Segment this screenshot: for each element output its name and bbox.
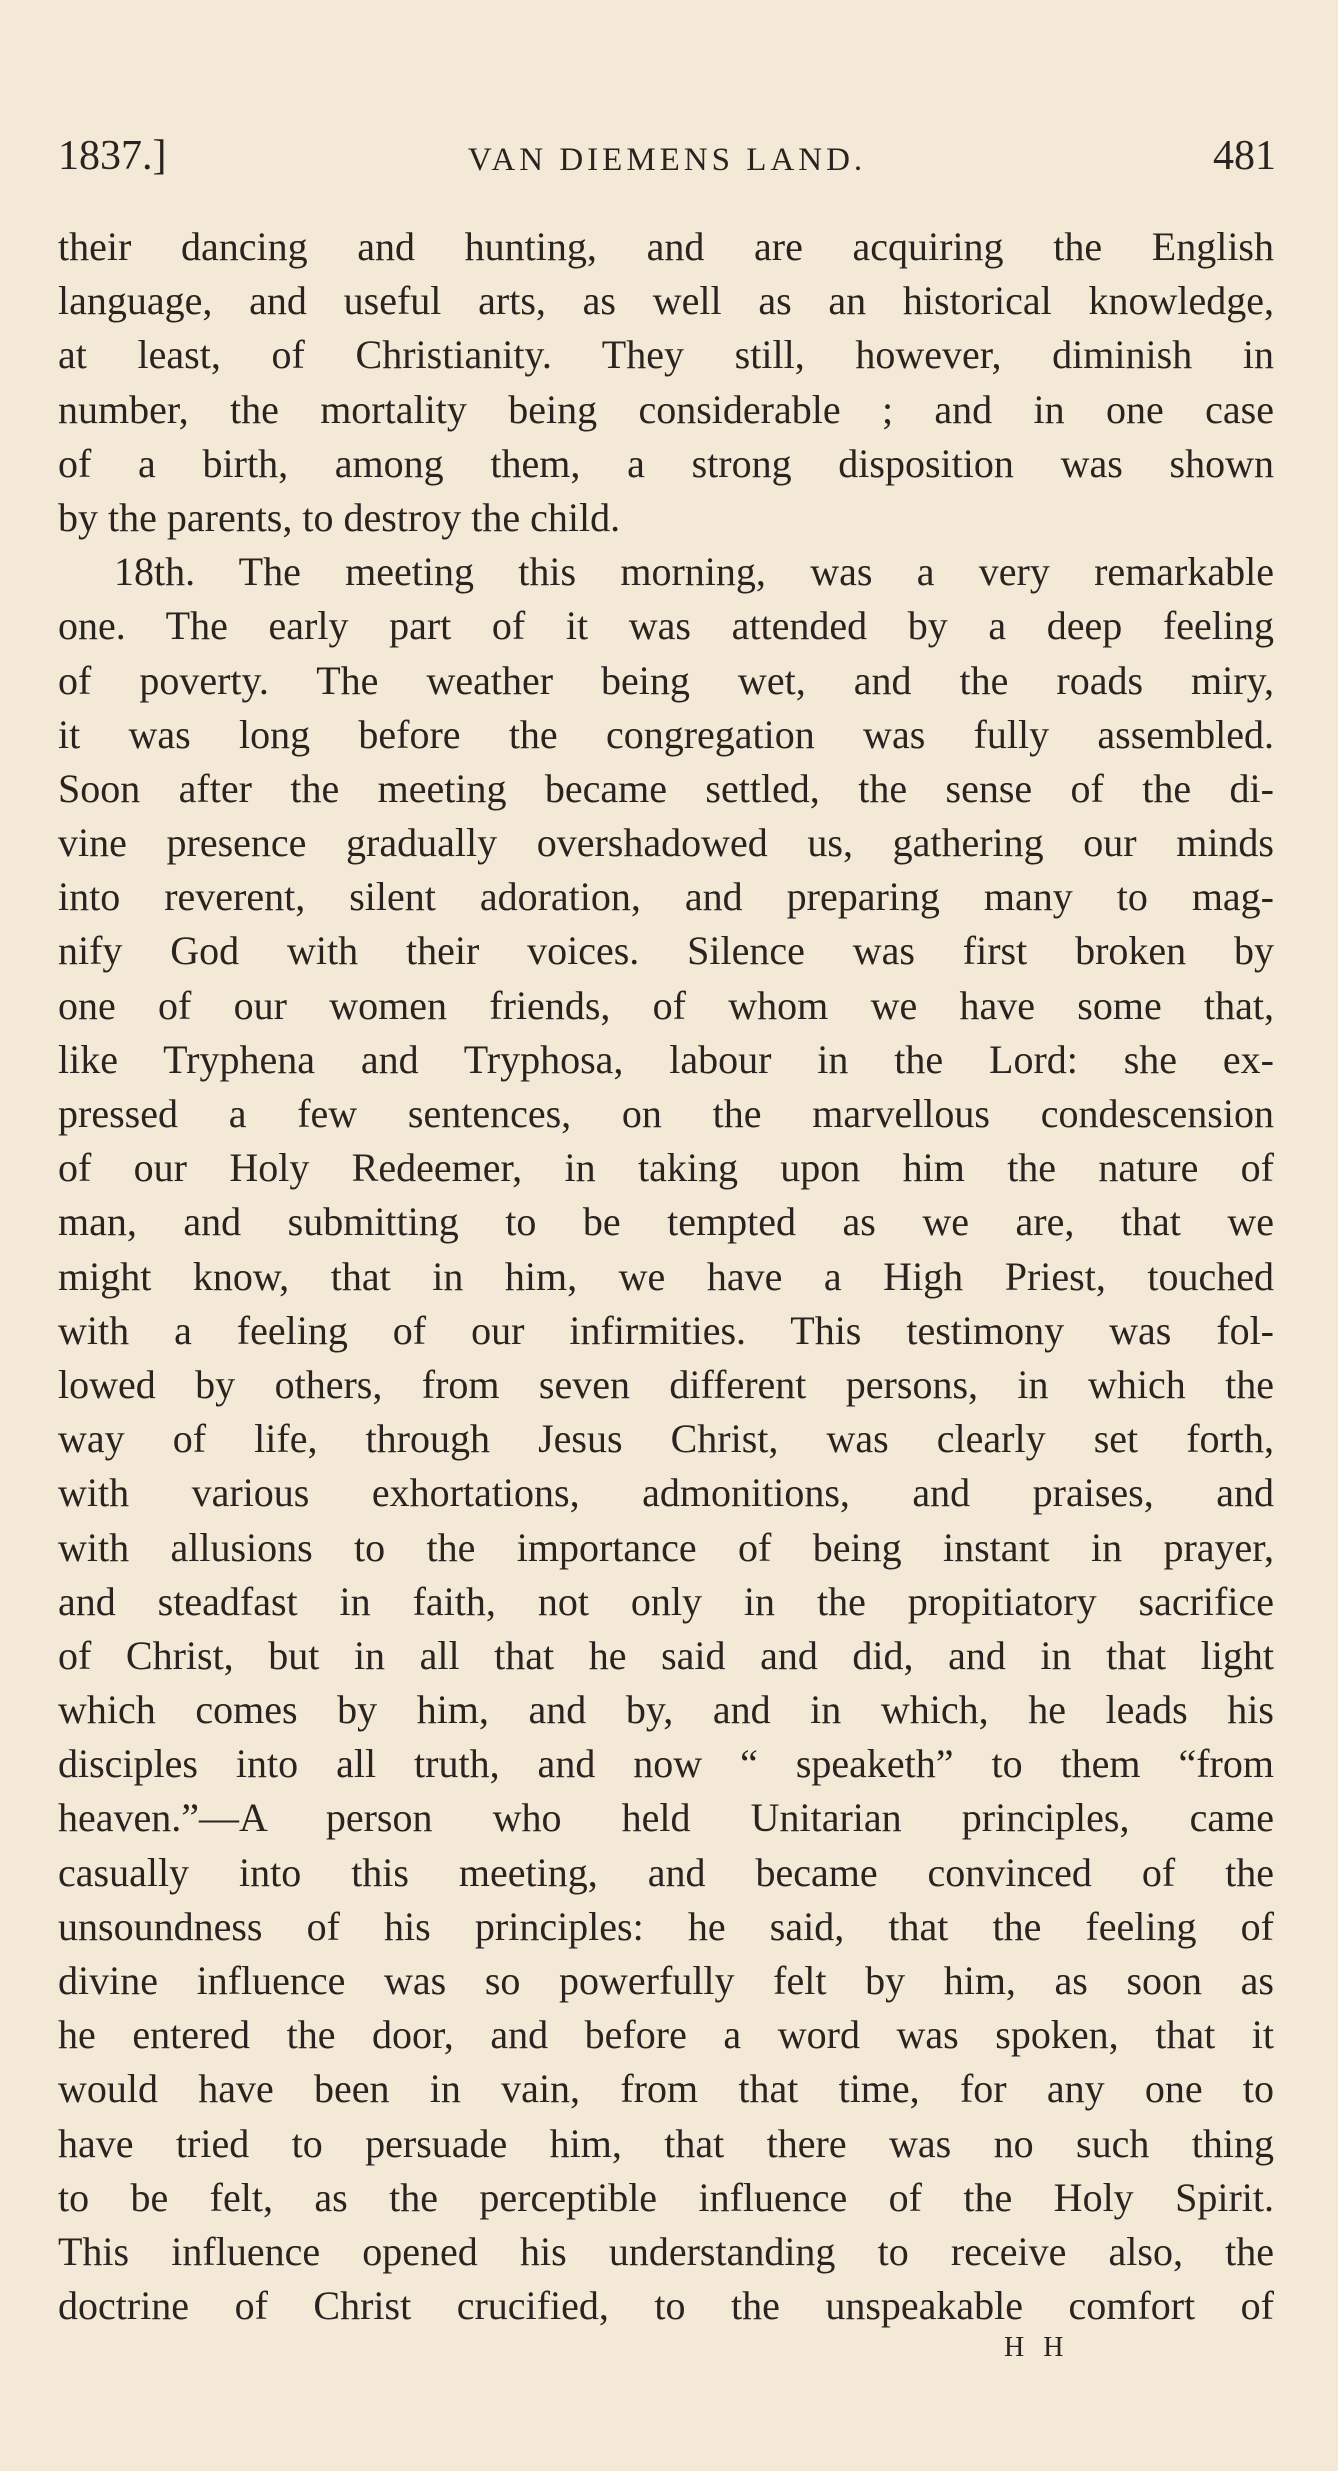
text-line: language, and useful arts, as well as an historical knowledge, bbox=[58, 278, 1274, 324]
text-line: divine influence was so powerfully felt by him, as soon as bbox=[58, 1958, 1274, 2003]
text-line: This influence opened his understanding to receive also, the bbox=[58, 2228, 1274, 2274]
text-line: vine presence gradually overshadowed us, gathering our minds bbox=[58, 820, 1274, 866]
text-line: lowed by others, from seven different persons, in which the bbox=[58, 1361, 1274, 1407]
text-line: which comes by him, and by, and in which, he leads his bbox=[58, 1687, 1274, 1733]
text-line: and steadfast in faith, not only in the propitiatory sacrifice bbox=[58, 1578, 1274, 1624]
text-line: one of our women friends, of whom we have some that, bbox=[58, 982, 1274, 1028]
text-line: doctrine of Christ crucified, to the unspeakable comfort of bbox=[58, 2283, 1274, 2329]
text-line: of poverty. The weather being wet, and the roads miry, bbox=[58, 657, 1274, 703]
text-line: have tried to persuade him, that there was no such thing bbox=[58, 2120, 1274, 2166]
body-text bbox=[58, 220, 1274, 2333]
text-line: their dancing and hunting, and are acquiring the English bbox=[58, 224, 1274, 269]
text-line: heaven.”—A person who held Unitarian principles, came bbox=[58, 1795, 1274, 1841]
text-line: Soon after the meeting became settled, the sense of the di- bbox=[58, 765, 1274, 811]
text-line: of our Holy Redeemer, in taking upon him the nature of bbox=[58, 1145, 1274, 1191]
text-line: casually into this meeting, and became convinced of the bbox=[58, 1849, 1274, 1895]
running-head bbox=[58, 128, 1276, 184]
text-line: disciples into all truth, and now “ speaketh” to them “from bbox=[58, 1741, 1274, 1787]
text-line: with a feeling of our infirmities. This testimony was fol- bbox=[58, 1307, 1274, 1353]
text-line: into reverent, silent adoration, and preparing many to mag- bbox=[58, 874, 1274, 920]
text-line: number, the mortality being considerable ; and in one case bbox=[58, 386, 1274, 432]
text-line: nify God with their voices. Silence was first broken by bbox=[58, 928, 1274, 974]
text-line: with various exhortations, admonitions, and praises, and bbox=[58, 1470, 1274, 1516]
text-line: he entered the door, and before a word was spoken, that it bbox=[58, 2012, 1274, 2058]
text-line: of Christ, but in all that he said and did, and in that light bbox=[58, 1632, 1274, 1678]
running-head-title: VAN DIEMENS LAND. bbox=[467, 142, 867, 178]
text-line: like Tryphena and Tryphosa, labour in the Lord: she ex- bbox=[58, 1036, 1274, 1082]
text-line: to be felt, as the perceptible influence of the Holy Spirit. bbox=[58, 2174, 1274, 2220]
text-line: man, and submitting to be tempted as we are, that we bbox=[58, 1199, 1274, 1245]
text-line: at least, of Christianity. They still, however, diminish in bbox=[58, 332, 1274, 378]
text-line: it was long before the congregation was fully assembled. bbox=[58, 711, 1274, 757]
text-line: with allusions to the importance of being instant in prayer, bbox=[58, 1524, 1274, 1570]
running-head-year: 1837.] bbox=[58, 133, 167, 179]
text-line: way of life, through Jesus Christ, was clearly set forth, bbox=[58, 1416, 1274, 1462]
text-line: unsoundness of his principles: he said, that the feeling of bbox=[58, 1903, 1274, 1949]
text-line: 18th. The meeting this morning, was a very remarkable bbox=[114, 549, 1274, 595]
text-line: of a birth, among them, a strong disposition was shown bbox=[58, 440, 1274, 486]
text-line: pressed a few sentences, on the marvellous condescension bbox=[58, 1091, 1274, 1136]
text-line: would have been in vain, from that time, for any one to bbox=[58, 2066, 1274, 2112]
page-number: 481 bbox=[1213, 133, 1276, 179]
text-line: might know, that in him, we have a High Priest, touched bbox=[58, 1253, 1274, 1299]
text-line: by the parents, to destroy the child. bbox=[58, 494, 621, 540]
signature-mark: H H bbox=[1004, 2332, 1070, 2363]
text-line: one. The early part of it was attended by a deep feeling bbox=[58, 603, 1274, 649]
